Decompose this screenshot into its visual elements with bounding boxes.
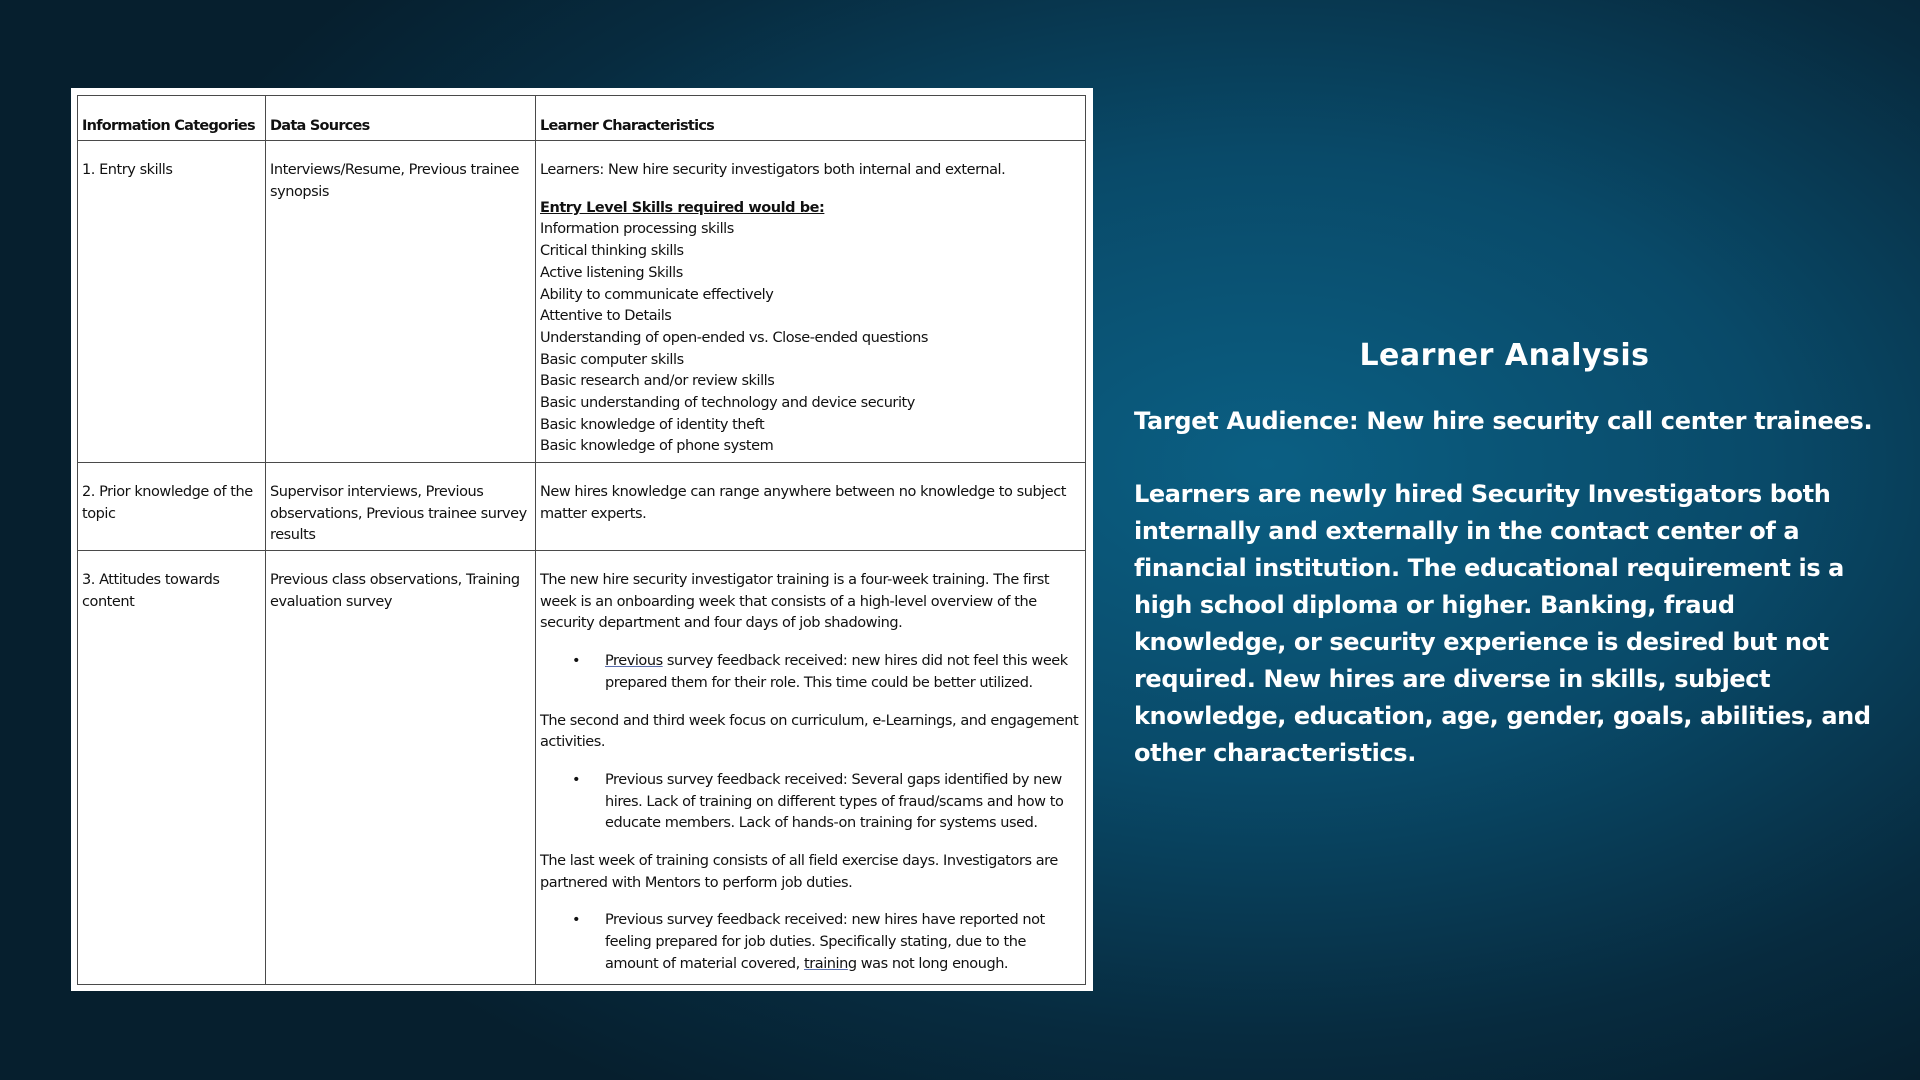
skill-item: Understanding of open-ended vs. Close-ended questions — [540, 329, 928, 346]
sources-cell: Interviews/Resume, Previous trainee synopsis — [266, 141, 536, 463]
skill-item: Basic research and/or review skills — [540, 373, 775, 390]
bullet-list — [540, 910, 1081, 975]
bullet-item — [540, 651, 1081, 694]
skill-item: Basic knowledge of phone system — [540, 438, 774, 455]
bullet-item — [540, 910, 1081, 975]
slide-text-area — [1134, 330, 1894, 772]
week-one-text: The new hire security investigator training is a four-week training. The first week is an onboarding week that consists of a high-level overview of the security department and four days of job shadowing. — [540, 572, 1050, 632]
characteristics-cell — [536, 141, 1086, 463]
slide-title: Learner Analysis — [1359, 338, 1650, 373]
characteristics-cell — [536, 551, 1086, 985]
bullet-text: Previous survey feedback received: Several gaps identified by new hires. Lack of training on different types of fraud/scams and how to educate members. Lack of hands-on training for systems used. — [605, 771, 1064, 832]
skill-item: Critical thinking skills — [540, 243, 684, 260]
bullet-icon: • — [572, 653, 581, 670]
bullet-text: survey feedback received: new hires did not feel this week prepared them for their role. This time could be better utilized. — [605, 653, 1068, 691]
skill-item: Basic knowledge of identity theft — [540, 416, 765, 433]
skill-item: Basic computer skills — [540, 351, 684, 368]
skill-item: Active listening Skills — [540, 264, 683, 281]
header-information-categories: Information Categories — [78, 96, 266, 141]
bullet-text: Previous survey feedback received: new hires have reported not feeling prepared for job duties. Specifically stating, due to the amount of material covered, — [605, 912, 1045, 972]
learner-analysis-table — [77, 95, 1086, 985]
category-cell: 1. Entry skills — [78, 141, 266, 463]
header-data-sources: Data Sources — [266, 96, 536, 141]
skill-item: Attentive to Details — [540, 308, 672, 325]
category-cell: 3. Attitudes towards content — [78, 551, 266, 985]
bullet-item — [540, 770, 1081, 835]
bullet-text: was not long enough. — [856, 955, 1009, 972]
table-row-entry-skills — [78, 141, 1086, 463]
sources-cell: Previous class observations, Training evaluation survey — [266, 551, 536, 985]
underlined-word: Previous — [605, 653, 663, 670]
underlined-word: training — [804, 955, 857, 972]
skill-item: Basic understanding of technology and device security — [540, 395, 915, 412]
characteristics-cell: New hires knowledge can range anywhere between no knowledge to subject matter experts. — [536, 463, 1086, 551]
category-cell: 2. Prior knowledge of the topic — [78, 463, 266, 551]
week-two-three-text: The second and third week focus on curriculum, e-Learnings, and engagement activities. — [540, 712, 1079, 751]
table-row-attitudes — [78, 551, 1086, 985]
entry-skills-title: Entry Level Skills required would be: — [540, 199, 825, 216]
bullet-icon: • — [572, 771, 581, 788]
bullet-list — [540, 651, 1081, 694]
target-audience-text: Target Audience: New hire security call center trainees. — [1134, 407, 1873, 435]
entry-skills-intro: Learners: New hire security investigators both internal and external. — [540, 162, 1006, 178]
table-row-prior-knowledge — [78, 463, 1086, 551]
learner-characteristics-table-image — [71, 88, 1093, 991]
bullet-list — [540, 770, 1081, 835]
learner-description-text: Learners are newly hired Security Investigators both internally and externally in the contact center of a financial institution. The educational requirement is a high school diploma or higher. Banking, fraud knowledge, or security experience is desired but not required. New hires are diverse in skills, subject knowledge, education, age, gender, goals, abilities, and other characteristics. — [1134, 480, 1871, 767]
bullet-icon: • — [572, 912, 581, 929]
sources-cell: Supervisor interviews, Previous observations, Previous trainee survey results — [266, 463, 536, 551]
skill-item: Information processing skills — [540, 221, 734, 238]
week-four-text: The last week of training consists of all field exercise days. Investigators are partnered with Mentors to perform job duties. — [540, 853, 1058, 891]
table-header-row — [78, 96, 1086, 141]
header-learner-characteristics: Learner Characteristics — [536, 96, 1086, 141]
skill-item: Ability to communicate effectively — [540, 286, 774, 303]
